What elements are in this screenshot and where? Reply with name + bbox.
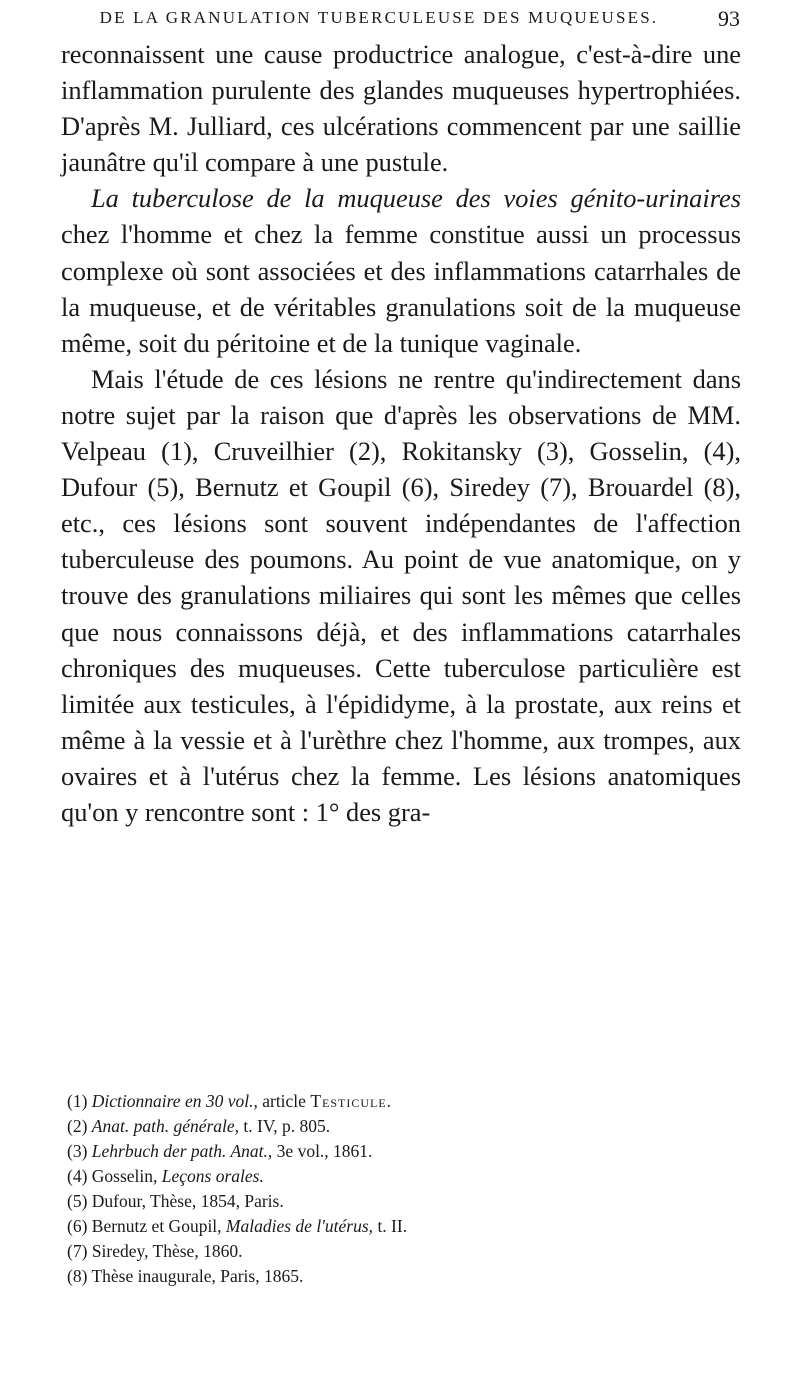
footnote-text: Thèse inaugurale, Paris, 1865.: [87, 1266, 304, 1286]
footnote: [67, 1214, 747, 1239]
footnote: [67, 1114, 747, 1139]
footnote-italic: Leçons orales.: [161, 1166, 264, 1186]
footnote-italic: Maladies de l'utérus,: [225, 1216, 374, 1236]
footnote-text: t. II.: [373, 1216, 408, 1236]
footnote-text: article: [257, 1091, 311, 1111]
footnote-smallcaps: Testicule.: [310, 1091, 393, 1111]
section-heading-italic: La tuberculose de la muqueuse des voies génito-urinaires: [91, 183, 741, 214]
footnote-number: (6): [67, 1216, 88, 1236]
footnote: [67, 1189, 747, 1214]
footnote-text: Gosselin,: [87, 1166, 162, 1186]
footnote-text: 3e vol., 1861.: [272, 1141, 373, 1161]
footnote-number: (2): [67, 1116, 88, 1136]
footnotes: [67, 1089, 747, 1289]
footnote: [67, 1089, 747, 1114]
paragraph-genito-urinary: [61, 180, 741, 360]
body-text: [61, 36, 741, 830]
footnote-text: Dufour, Thèse, 1854, Paris.: [87, 1191, 284, 1211]
footnote-italic: Lehrbuch der path. Anat.,: [91, 1141, 273, 1161]
running-head: [88, 8, 740, 38]
footnote-number: (3): [67, 1141, 88, 1161]
footnote-text: t. IV, p. 805.: [239, 1116, 331, 1136]
footnote-italic: Dictionnaire en 30 vol.,: [91, 1091, 258, 1111]
footnote-text: Siredey, Thèse, 1860.: [87, 1241, 243, 1261]
footnote-italic: Anat. path. générale,: [91, 1116, 240, 1136]
footnote: [67, 1139, 747, 1164]
footnote: [67, 1164, 747, 1189]
footnote: [67, 1264, 747, 1289]
page-number: 93: [718, 6, 740, 31]
footnote-number: (7): [67, 1241, 88, 1261]
footnote-number: (4): [67, 1166, 88, 1186]
paragraph-continuation: reconnaissent une cause productrice analogue, c'est-à-dire une inflammation purulente des glandes muqueuses hypertrophiées. D'après M. Julliard, ces ulcérations commencent par une saillie jaunâtre qu'il compare à une pustule.: [61, 39, 741, 178]
paragraph-text: chez l'homme et chez la femme constitue aussi un processus complexe où sont associées et des inflammations catarrhales de la muqueuse, et de véritables granulations soit de la muqueuse même, soit du péritoine et de la tunique vaginale.: [61, 219, 741, 358]
paragraph-lesions: Mais l'étude de ces lésions ne rentre qu'indirectement dans notre sujet par la raison que d'après les observations de MM. Velpeau (1), Cruveilhier (2), Rokitansky (3), Gosselin, (4), Dufour (5), Bernutz et Goupil (6), Siredey (7), Brouardel (8), etc., ces lésions sont souvent indépendantes de l'affection tuberculeuse des poumons. Au point de vue anatomique, on y trouve des granulations miliaires qui sont les mêmes que celles que nous connaissons déjà, et des inflammations catarrhales chroniques des muqueuses. Cette tuberculose particulière est limitée aux testicules, à l'épididyme, à la prostate, aux reins et même à la vessie et à l'urèthre chez l'homme, aux trompes, aux ovaires et à l'utérus chez la femme. Les lésions anatomiques qu'on y rencontre sont : 1° des gra-: [61, 363, 741, 827]
running-title: DE LA GRANULATION TUBERCULEUSE DES MUQUEUSES.: [99, 8, 659, 27]
footnote-text: Bernutz et Goupil,: [87, 1216, 226, 1236]
footnote-number: (8): [67, 1266, 88, 1286]
footnote-number: (5): [67, 1191, 88, 1211]
footnote: [67, 1239, 747, 1264]
footnote-number: (1): [67, 1091, 88, 1111]
